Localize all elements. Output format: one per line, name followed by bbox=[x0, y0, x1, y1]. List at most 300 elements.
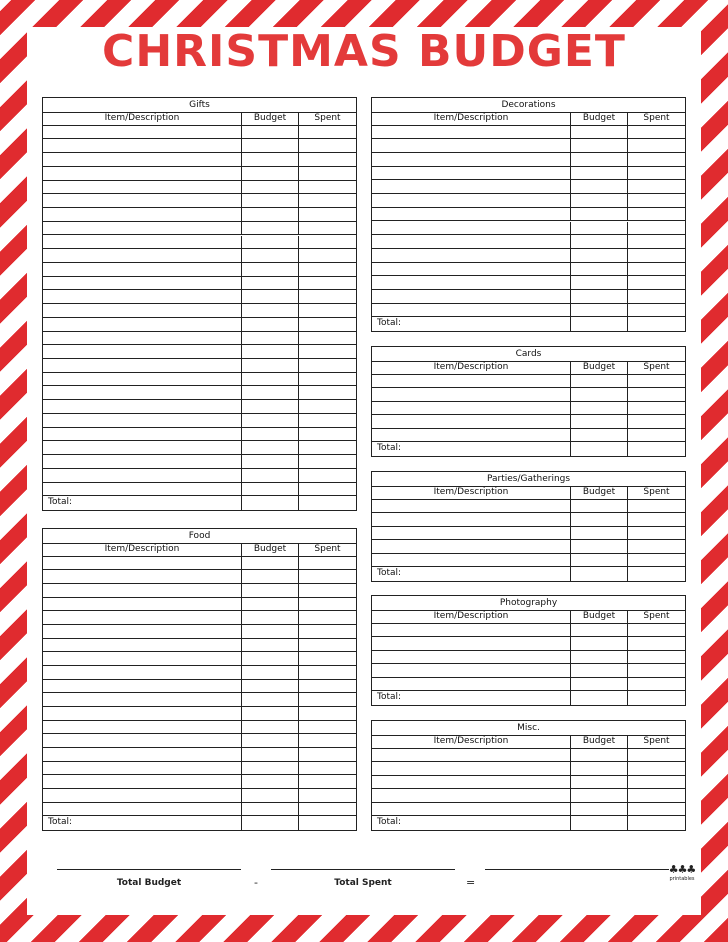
item-cell[interactable] bbox=[372, 388, 571, 401]
table-row bbox=[43, 748, 356, 762]
budget-cell[interactable] bbox=[242, 762, 299, 775]
total-spent-cell[interactable] bbox=[299, 496, 356, 510]
budget-cell[interactable] bbox=[242, 598, 299, 611]
total-budget-line[interactable] bbox=[57, 869, 241, 870]
total-spent-cell[interactable] bbox=[628, 691, 685, 705]
spent-cell[interactable] bbox=[299, 455, 356, 468]
cards-section-title: Cards bbox=[372, 347, 685, 362]
budget-cell[interactable] bbox=[571, 388, 628, 401]
spent-cell[interactable] bbox=[628, 194, 685, 207]
item-cell[interactable] bbox=[43, 414, 242, 427]
item-cell[interactable] bbox=[43, 584, 242, 597]
spent-cell[interactable] bbox=[299, 236, 356, 249]
item-cell[interactable] bbox=[43, 318, 242, 331]
item-cell[interactable] bbox=[372, 513, 571, 526]
spent-cell[interactable] bbox=[299, 775, 356, 788]
budget-cell[interactable] bbox=[242, 167, 299, 180]
item-cell[interactable] bbox=[43, 455, 242, 468]
table-row bbox=[43, 625, 356, 639]
item-cell[interactable] bbox=[372, 375, 571, 388]
budget-cell[interactable] bbox=[242, 775, 299, 788]
item-cell[interactable] bbox=[372, 527, 571, 540]
total-budget-cell[interactable] bbox=[571, 567, 628, 581]
spent-cell[interactable] bbox=[299, 332, 356, 345]
table-row bbox=[372, 263, 685, 277]
item-cell[interactable] bbox=[43, 639, 242, 652]
budget-cell[interactable] bbox=[242, 126, 299, 139]
item-cell[interactable] bbox=[43, 139, 242, 152]
item-cell[interactable] bbox=[372, 789, 571, 802]
budget-cell[interactable] bbox=[571, 167, 628, 180]
table-row bbox=[372, 290, 685, 304]
budget-cell[interactable] bbox=[242, 803, 299, 816]
item-cell[interactable] bbox=[372, 208, 571, 221]
spent-cell[interactable] bbox=[299, 181, 356, 194]
cards-column-headers bbox=[372, 361, 685, 375]
item-cell[interactable] bbox=[372, 402, 571, 415]
cards-total-row bbox=[372, 442, 685, 456]
item-cell[interactable] bbox=[43, 803, 242, 816]
spent-cell[interactable] bbox=[628, 624, 685, 637]
total-budget-cell[interactable] bbox=[571, 442, 628, 456]
item-cell[interactable] bbox=[372, 678, 571, 691]
item-cell[interactable] bbox=[43, 236, 242, 249]
budget-cell[interactable] bbox=[571, 208, 628, 221]
budget-cell[interactable] bbox=[242, 693, 299, 706]
budget-cell[interactable] bbox=[571, 263, 628, 276]
item-cell[interactable] bbox=[43, 693, 242, 706]
item-cell[interactable] bbox=[43, 249, 242, 262]
item-cell[interactable] bbox=[43, 304, 242, 317]
budget-cell[interactable] bbox=[571, 290, 628, 303]
spent-cell[interactable] bbox=[299, 734, 356, 747]
spent-cell[interactable] bbox=[299, 557, 356, 570]
spent-cell[interactable] bbox=[299, 469, 356, 482]
budget-cell[interactable] bbox=[242, 345, 299, 358]
total-budget-cell[interactable] bbox=[571, 317, 628, 331]
table-row bbox=[372, 208, 685, 222]
table-row bbox=[372, 776, 685, 790]
spent-cell[interactable] bbox=[299, 222, 356, 235]
item-cell[interactable] bbox=[43, 762, 242, 775]
item-cell[interactable] bbox=[372, 167, 571, 180]
budget-cell[interactable] bbox=[571, 126, 628, 139]
total-budget-cell[interactable] bbox=[242, 816, 299, 830]
budget-cell[interactable] bbox=[242, 428, 299, 441]
spent-cell[interactable] bbox=[628, 180, 685, 193]
item-cell[interactable] bbox=[372, 249, 571, 262]
item-cell[interactable] bbox=[43, 625, 242, 638]
budget-cell[interactable] bbox=[571, 194, 628, 207]
item-cell[interactable] bbox=[43, 789, 242, 802]
spent-cell[interactable] bbox=[299, 693, 356, 706]
item-column-header: Item/Description bbox=[43, 543, 242, 556]
budget-cell[interactable] bbox=[571, 513, 628, 526]
budget-cell[interactable] bbox=[571, 415, 628, 428]
spent-cell[interactable] bbox=[628, 429, 685, 442]
budget-cell[interactable] bbox=[242, 400, 299, 413]
spent-cell[interactable] bbox=[299, 652, 356, 665]
table-row bbox=[43, 598, 356, 612]
budget-cell[interactable] bbox=[571, 429, 628, 442]
table-row bbox=[372, 527, 685, 541]
table-row bbox=[372, 637, 685, 651]
spent-cell[interactable] bbox=[299, 441, 356, 454]
budget-cell[interactable] bbox=[242, 263, 299, 276]
item-cell[interactable] bbox=[43, 666, 242, 679]
item-cell[interactable] bbox=[372, 415, 571, 428]
budget-column-header: Budget bbox=[242, 543, 299, 556]
budget-cell[interactable] bbox=[242, 469, 299, 482]
remaining-line[interactable] bbox=[485, 869, 669, 870]
spent-cell[interactable] bbox=[628, 789, 685, 802]
spent-cell[interactable] bbox=[299, 290, 356, 303]
item-cell[interactable] bbox=[43, 775, 242, 788]
budget-cell[interactable] bbox=[571, 624, 628, 637]
spent-cell[interactable] bbox=[299, 748, 356, 761]
item-cell[interactable] bbox=[43, 345, 242, 358]
budget-cell[interactable] bbox=[242, 208, 299, 221]
spent-cell[interactable] bbox=[628, 208, 685, 221]
spent-cell[interactable] bbox=[628, 263, 685, 276]
item-cell[interactable] bbox=[372, 749, 571, 762]
item-cell[interactable] bbox=[43, 748, 242, 761]
spent-cell[interactable] bbox=[299, 803, 356, 816]
spent-cell[interactable] bbox=[299, 598, 356, 611]
budget-cell[interactable] bbox=[571, 249, 628, 262]
item-cell[interactable] bbox=[43, 181, 242, 194]
item-cell[interactable] bbox=[372, 624, 571, 637]
item-cell[interactable] bbox=[372, 276, 571, 289]
budget-cell[interactable] bbox=[242, 318, 299, 331]
total-budget-cell[interactable] bbox=[571, 816, 628, 830]
spent-cell[interactable] bbox=[628, 678, 685, 691]
table-row bbox=[43, 249, 356, 263]
total-spent-cell[interactable] bbox=[628, 442, 685, 456]
gifts-section-title: Gifts bbox=[43, 98, 356, 113]
spent-column-header: Spent bbox=[314, 544, 341, 554]
budget-cell[interactable] bbox=[242, 222, 299, 235]
budget-cell[interactable] bbox=[571, 180, 628, 193]
spent-cell[interactable] bbox=[299, 762, 356, 775]
spent-cell[interactable] bbox=[299, 666, 356, 679]
budget-cell[interactable] bbox=[242, 611, 299, 624]
item-cell[interactable] bbox=[372, 429, 571, 442]
spent-cell[interactable] bbox=[299, 126, 356, 139]
spent-cell[interactable] bbox=[299, 639, 356, 652]
photography-column-headers bbox=[372, 610, 685, 624]
item-cell[interactable] bbox=[372, 554, 571, 567]
item-cell[interactable] bbox=[43, 222, 242, 235]
spent-cell[interactable] bbox=[299, 707, 356, 720]
budget-cell[interactable] bbox=[242, 359, 299, 372]
spent-column-header: Spent bbox=[643, 736, 670, 746]
spent-cell[interactable] bbox=[299, 625, 356, 638]
item-cell[interactable] bbox=[372, 290, 571, 303]
total-spent-cell[interactable] bbox=[628, 317, 685, 331]
parties-section-title: Parties/Gatherings bbox=[372, 472, 685, 487]
spent-cell[interactable] bbox=[628, 762, 685, 775]
budget-cell[interactable] bbox=[242, 584, 299, 597]
item-cell[interactable] bbox=[372, 651, 571, 664]
item-cell[interactable] bbox=[43, 428, 242, 441]
item-cell[interactable] bbox=[372, 194, 571, 207]
spent-column-header: Spent bbox=[643, 487, 670, 497]
budget-cell[interactable] bbox=[571, 776, 628, 789]
budget-cell[interactable] bbox=[242, 707, 299, 720]
item-cell[interactable] bbox=[43, 557, 242, 570]
budget-cell[interactable] bbox=[242, 332, 299, 345]
budget-cell[interactable] bbox=[242, 153, 299, 166]
spent-cell[interactable] bbox=[628, 388, 685, 401]
spent-cell[interactable] bbox=[628, 527, 685, 540]
spent-cell[interactable] bbox=[299, 139, 356, 152]
budget-cell[interactable] bbox=[242, 373, 299, 386]
total-spent-cell[interactable] bbox=[628, 816, 685, 830]
table-row bbox=[372, 402, 685, 416]
spent-cell[interactable] bbox=[299, 400, 356, 413]
item-cell[interactable] bbox=[372, 540, 571, 553]
spent-cell[interactable] bbox=[299, 611, 356, 624]
budget-cell[interactable] bbox=[242, 652, 299, 665]
spent-cell[interactable] bbox=[299, 208, 356, 221]
budget-cell[interactable] bbox=[571, 789, 628, 802]
budget-cell[interactable] bbox=[571, 500, 628, 513]
item-cell[interactable] bbox=[43, 153, 242, 166]
item-cell[interactable] bbox=[43, 386, 242, 399]
budget-cell[interactable] bbox=[242, 236, 299, 249]
budget-cell[interactable] bbox=[571, 527, 628, 540]
budget-cell[interactable] bbox=[242, 290, 299, 303]
item-cell[interactable] bbox=[372, 776, 571, 789]
item-cell[interactable] bbox=[43, 126, 242, 139]
item-cell[interactable] bbox=[43, 208, 242, 221]
table-row bbox=[43, 639, 356, 653]
spent-cell[interactable] bbox=[628, 290, 685, 303]
spent-cell[interactable] bbox=[299, 386, 356, 399]
table-row bbox=[43, 263, 356, 277]
budget-cell[interactable] bbox=[571, 637, 628, 650]
budget-cell[interactable] bbox=[242, 639, 299, 652]
table-row bbox=[372, 126, 685, 140]
item-cell[interactable] bbox=[43, 680, 242, 693]
total-label: Total: bbox=[372, 567, 571, 581]
item-cell[interactable] bbox=[43, 652, 242, 665]
budget-cell[interactable] bbox=[242, 666, 299, 679]
item-cell[interactable] bbox=[43, 373, 242, 386]
spent-cell[interactable] bbox=[628, 222, 685, 235]
budget-cell[interactable] bbox=[571, 235, 628, 248]
spent-cell[interactable] bbox=[299, 570, 356, 583]
spent-cell[interactable] bbox=[299, 167, 356, 180]
total-budget-cell[interactable] bbox=[242, 496, 299, 510]
budget-cell[interactable] bbox=[571, 139, 628, 152]
item-cell[interactable] bbox=[372, 263, 571, 276]
budget-cell[interactable] bbox=[242, 570, 299, 583]
spent-cell[interactable] bbox=[299, 345, 356, 358]
spent-cell[interactable] bbox=[299, 721, 356, 734]
budget-cell[interactable] bbox=[571, 554, 628, 567]
budget-cell[interactable] bbox=[571, 375, 628, 388]
item-cell[interactable] bbox=[372, 153, 571, 166]
spent-cell[interactable] bbox=[628, 554, 685, 567]
spent-cell[interactable] bbox=[299, 194, 356, 207]
budget-cell[interactable] bbox=[242, 789, 299, 802]
spent-cell[interactable] bbox=[628, 415, 685, 428]
spent-cell[interactable] bbox=[299, 263, 356, 276]
item-cell[interactable] bbox=[372, 304, 571, 317]
spent-cell[interactable] bbox=[299, 584, 356, 597]
spent-cell[interactable] bbox=[299, 304, 356, 317]
budget-cell[interactable] bbox=[242, 304, 299, 317]
total-spent-cell[interactable] bbox=[299, 816, 356, 830]
food-table bbox=[42, 528, 357, 831]
table-row bbox=[43, 359, 356, 373]
item-column-header: Item/Description bbox=[43, 112, 242, 125]
table-row bbox=[43, 181, 356, 195]
table-row bbox=[372, 304, 685, 318]
item-cell[interactable] bbox=[43, 721, 242, 734]
budget-cell[interactable] bbox=[571, 664, 628, 677]
item-cell[interactable] bbox=[372, 235, 571, 248]
spent-cell[interactable] bbox=[299, 277, 356, 290]
budget-cell[interactable] bbox=[571, 651, 628, 664]
table-row bbox=[43, 666, 356, 680]
item-cell[interactable] bbox=[372, 222, 571, 235]
spent-cell[interactable] bbox=[628, 664, 685, 677]
budget-cell[interactable] bbox=[242, 748, 299, 761]
spent-cell[interactable] bbox=[299, 373, 356, 386]
budget-column-header: Budget bbox=[571, 735, 628, 748]
item-cell[interactable] bbox=[43, 570, 242, 583]
spent-cell[interactable] bbox=[299, 414, 356, 427]
item-cell[interactable] bbox=[43, 598, 242, 611]
table-row bbox=[43, 345, 356, 359]
spent-cell[interactable] bbox=[628, 139, 685, 152]
table-row bbox=[372, 167, 685, 181]
item-cell[interactable] bbox=[372, 664, 571, 677]
spent-cell[interactable] bbox=[299, 680, 356, 693]
item-cell[interactable] bbox=[43, 167, 242, 180]
item-cell[interactable] bbox=[43, 359, 242, 372]
spent-cell[interactable] bbox=[299, 153, 356, 166]
budget-cell[interactable] bbox=[571, 678, 628, 691]
spent-cell[interactable] bbox=[628, 637, 685, 650]
budget-cell[interactable] bbox=[242, 557, 299, 570]
misc-total-row bbox=[372, 816, 685, 830]
item-cell[interactable] bbox=[43, 263, 242, 276]
item-cell[interactable] bbox=[43, 277, 242, 290]
item-cell[interactable] bbox=[372, 803, 571, 816]
spent-cell[interactable] bbox=[628, 803, 685, 816]
spent-cell[interactable] bbox=[628, 249, 685, 262]
gifts-total-row bbox=[43, 496, 356, 510]
budget-cell[interactable] bbox=[571, 276, 628, 289]
budget-cell[interactable] bbox=[242, 277, 299, 290]
budget-cell[interactable] bbox=[571, 540, 628, 553]
budget-cell[interactable] bbox=[242, 414, 299, 427]
spent-cell[interactable] bbox=[299, 789, 356, 802]
table-row bbox=[43, 236, 356, 250]
total-spent-cell[interactable] bbox=[628, 567, 685, 581]
budget-cell[interactable] bbox=[242, 721, 299, 734]
item-cell[interactable] bbox=[43, 469, 242, 482]
item-cell[interactable] bbox=[372, 126, 571, 139]
budget-cell[interactable] bbox=[571, 153, 628, 166]
spent-cell[interactable] bbox=[628, 235, 685, 248]
item-cell[interactable] bbox=[372, 762, 571, 775]
cards-table bbox=[371, 346, 686, 457]
item-cell[interactable] bbox=[43, 290, 242, 303]
spent-cell[interactable] bbox=[628, 513, 685, 526]
budget-cell[interactable] bbox=[242, 386, 299, 399]
spent-cell[interactable] bbox=[628, 167, 685, 180]
budget-cell[interactable] bbox=[571, 304, 628, 317]
budget-cell[interactable] bbox=[242, 483, 299, 496]
spent-cell[interactable] bbox=[299, 428, 356, 441]
budget-cell[interactable] bbox=[242, 441, 299, 454]
budget-cell[interactable] bbox=[242, 139, 299, 152]
spent-cell[interactable] bbox=[628, 276, 685, 289]
item-cell[interactable] bbox=[43, 441, 242, 454]
item-column-header: Item/Description bbox=[372, 361, 571, 374]
item-cell[interactable] bbox=[43, 332, 242, 345]
spent-cell[interactable] bbox=[628, 651, 685, 664]
spent-cell[interactable] bbox=[628, 776, 685, 789]
item-cell[interactable] bbox=[43, 400, 242, 413]
spent-cell[interactable] bbox=[299, 249, 356, 262]
budget-cell[interactable] bbox=[571, 749, 628, 762]
budget-cell[interactable] bbox=[242, 734, 299, 747]
budget-cell[interactable] bbox=[242, 625, 299, 638]
page-title: CHRISTMAS BUDGET bbox=[102, 26, 626, 77]
table-row bbox=[372, 429, 685, 443]
budget-cell[interactable] bbox=[571, 803, 628, 816]
item-cell[interactable] bbox=[43, 734, 242, 747]
spent-cell[interactable] bbox=[628, 375, 685, 388]
spent-cell[interactable] bbox=[628, 304, 685, 317]
spent-cell[interactable] bbox=[628, 540, 685, 553]
item-cell[interactable] bbox=[372, 637, 571, 650]
budget-cell[interactable] bbox=[242, 680, 299, 693]
table-row bbox=[43, 680, 356, 694]
item-cell[interactable] bbox=[372, 500, 571, 513]
item-cell[interactable] bbox=[43, 194, 242, 207]
spent-cell[interactable] bbox=[628, 402, 685, 415]
spent-cell[interactable] bbox=[299, 318, 356, 331]
budget-cell[interactable] bbox=[571, 402, 628, 415]
total-budget-cell[interactable] bbox=[571, 691, 628, 705]
budget-cell[interactable] bbox=[242, 181, 299, 194]
item-cell[interactable] bbox=[372, 139, 571, 152]
budget-cell[interactable] bbox=[242, 194, 299, 207]
item-cell[interactable] bbox=[43, 483, 242, 496]
budget-cell[interactable] bbox=[571, 222, 628, 235]
spent-cell[interactable] bbox=[628, 500, 685, 513]
budget-cell[interactable] bbox=[242, 249, 299, 262]
spent-cell[interactable] bbox=[299, 359, 356, 372]
item-cell[interactable] bbox=[43, 611, 242, 624]
item-cell[interactable] bbox=[372, 180, 571, 193]
spent-cell[interactable] bbox=[628, 126, 685, 139]
item-cell[interactable] bbox=[43, 707, 242, 720]
budget-cell[interactable] bbox=[571, 762, 628, 775]
spent-cell[interactable] bbox=[299, 483, 356, 496]
budget-cell[interactable] bbox=[242, 455, 299, 468]
total-spent-line[interactable] bbox=[271, 869, 455, 870]
spent-cell[interactable] bbox=[628, 749, 685, 762]
spent-cell[interactable] bbox=[628, 153, 685, 166]
